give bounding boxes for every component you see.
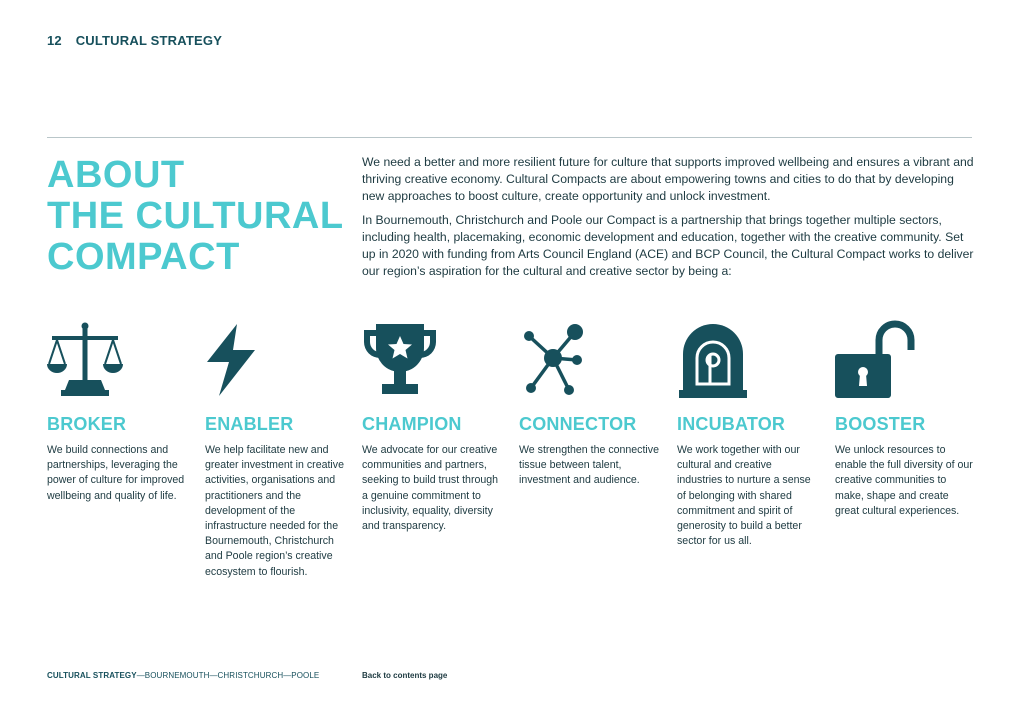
back-to-contents-link[interactable]: Back to contents page [362,671,448,680]
role-description: We strengthen the connective tissue between talent, investment and audience. [519,444,659,487]
role-description: We help facilitate new and greater investment in creative activities, organisations and practitioners and the development of the infrastructure needed for the Bournemouth, Christchurch and Poole region’s creative ecosystem to flourish. [205,444,344,578]
role-broker [47,414,187,504]
page-title [47,155,347,278]
page-header [47,33,222,48]
role-title: INCUBATOR [677,414,786,434]
footer-strategy-places: —BOURNEMOUTH—CHRISTCHURCH—POOLE [136,671,320,680]
role-title: CHAMPION [362,414,462,434]
role-description: We build connections and partnerships, leveraging the power of culture for improved wellbeing and quality of life. [47,444,185,502]
role-title: BOOSTER [835,414,926,434]
role-enabler [205,414,345,580]
page-title-line-3: COMPACT [47,236,240,278]
footer-strategy-label [47,671,319,680]
incubator-icon [677,320,757,400]
role-connector [519,414,659,489]
role-booster [835,414,975,519]
role-description: We unlock resources to enable the full diversity of our creative communities to make, shape and create great cultural experiences. [835,444,973,517]
role-title: BROKER [47,414,127,434]
scales-icon [47,320,127,400]
header-section-title: CULTURAL STRATEGY [75,33,223,48]
page-title-line-2: THE CULTURAL [47,195,344,237]
role-description: We advocate for our creative communities and partners, seeking to build trust through a genuine commitment to inclusivity, equality, diversity and transparency. [362,444,499,533]
trophy-icon [362,320,442,400]
page-title-line-1: ABOUT [47,154,185,196]
role-title: CONNECTOR [519,414,637,434]
role-champion [362,414,502,534]
role-description: We work together with our cultural and creative industries to nurture a sense of belonging with shared commitment and spirit of generosity to build a better sector for us all. [677,444,811,548]
lightning-bolt-icon [205,320,285,400]
intro-paragraph-2: In Bournemouth, Christchurch and Poole our Compact is a partnership that brings together multiple sectors, including health, placemaking, economic development and education, together with the creative community. Set up in 2020 with funding from Arts Council England (ACE) and BCP Council, the Cultural Compact works to deliver our region’s aspiration for the cultural and creative sector by being a: [362,212,974,279]
intro-paragraph-1: We need a better and more resilient future for culture that supports improved wellbeing and ensures a vibrant and thriving creative economy. Cultural Compacts are about empowering towns and cities to do that by developing new approaches to boost culture, create opportunity and unlock investment. [362,155,974,204]
unlocked-padlock-icon [835,320,915,400]
divider-rule [47,137,972,138]
footer-strategy-bold: CULTURAL STRATEGY [47,671,137,680]
page-number: 12 [47,33,62,48]
intro-text [362,154,974,286]
network-nodes-icon [519,320,599,400]
role-title: ENABLER [205,414,294,434]
role-incubator [677,414,817,549]
